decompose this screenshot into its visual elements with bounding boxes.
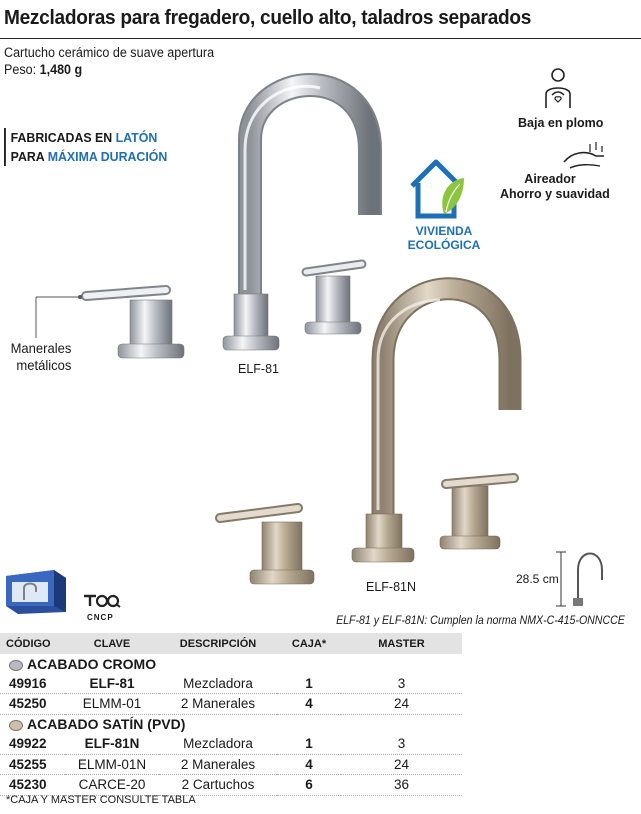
cell-descripcion: 2 Cartuchos (159, 775, 277, 796)
cell-descripcion: 2 Manerales (159, 754, 277, 775)
satin-swatch-icon (9, 720, 23, 731)
manerales-caption (10, 340, 71, 374)
chrome-swatch-icon (9, 660, 23, 671)
claim-text: PARA (10, 149, 48, 164)
cell-clave: ELF-81 (65, 674, 159, 694)
cell-caja: 1 (277, 734, 341, 754)
col-descripcion: DESCRIPCIÓN (159, 633, 277, 654)
table-row (0, 674, 462, 694)
claim-highlight: LATÓN (115, 130, 158, 145)
title-divider (0, 38, 641, 39)
eco-line-1: VIVIENDA (415, 224, 473, 238)
cell-caja: 4 (277, 754, 341, 775)
cell-caja: 6 (277, 775, 341, 796)
cell-master: 24 (341, 694, 462, 715)
person-icon (538, 66, 578, 110)
eco-label (404, 224, 484, 252)
elf81-caption: ELF-81 (238, 362, 279, 376)
subtitle: Cartucho cerámico de suave apertura (4, 45, 215, 60)
aireador-label (500, 172, 610, 202)
aireador-title: Aireador (524, 172, 576, 186)
cell-caja: 1 (277, 674, 341, 694)
section-title: ACABADO CROMO (27, 655, 157, 672)
table-header-row (0, 633, 462, 654)
elf81n-caption: ELF-81N (366, 580, 417, 594)
cell-master: 3 (341, 674, 462, 694)
page-title: Mezcladoras para fregadero, cuello alto, taladros separados (4, 6, 532, 29)
section-cromo (0, 654, 462, 674)
cell-master: 36 (341, 775, 462, 796)
col-master: MASTER (341, 633, 462, 654)
aireador-desc: Ahorro y suavidad (500, 187, 610, 201)
table-row (0, 694, 462, 715)
eco-house-icon (408, 156, 466, 222)
cell-codigo: 45255 (0, 754, 65, 775)
cell-descripcion: 2 Manerales (159, 694, 277, 715)
section-title: ACABADO SATÍN (PVD) (27, 716, 186, 733)
col-clave: CLAVE (65, 633, 159, 654)
cell-descripcion: Mezcladora (159, 674, 277, 694)
product-table (0, 633, 462, 796)
cell-codigo: 49916 (0, 674, 65, 694)
height-diagram (556, 552, 602, 606)
table-row (0, 734, 462, 754)
cell-clave: ELF-81N (65, 734, 159, 754)
section-row (0, 714, 462, 734)
claim-text: FABRICADAS EN (10, 130, 116, 145)
section-row (0, 654, 462, 674)
weight-label: Peso: (4, 62, 37, 77)
faucet-chrome (86, 85, 370, 358)
cell-clave: ELMM-01N (65, 754, 159, 775)
cell-master: 3 (341, 734, 462, 754)
cell-codigo: 45230 (0, 775, 65, 796)
cell-codigo: 49922 (0, 734, 65, 754)
cell-master: 24 (341, 754, 462, 775)
claim-highlight: MÁXIMA DURACIÓN (47, 149, 168, 164)
cell-codigo: 45250 (0, 694, 65, 715)
footnote: *CAJA Y MASTER CONSULTE TABLA (6, 794, 196, 806)
table-row (0, 775, 462, 796)
table-row (0, 754, 462, 775)
col-caja: CAJA* (277, 633, 341, 654)
eco-line-2: ECOLÓGICA (407, 238, 481, 252)
cell-caja: 4 (277, 694, 341, 715)
norma-note: ELF-81 y ELF-81N: Cumplen la norma NMX-C-415-ONNCCE (336, 615, 625, 627)
weight-value: 1,480 g (39, 62, 83, 77)
manerales-leader (36, 295, 82, 338)
section-satin (0, 714, 462, 734)
cncp-label: CNCP (87, 613, 114, 622)
cell-clave: CARCE-20 (65, 775, 159, 796)
baja-plomo-label: Baja en plomo (518, 116, 604, 130)
cell-clave: ELMM-01 (65, 694, 159, 715)
col-codigo: CÓDIGO (0, 633, 65, 654)
manerales-line-1: Manerales (10, 340, 71, 356)
height-caption: 28.5 cm (516, 572, 559, 586)
cell-descripcion: Mezcladora (159, 734, 277, 754)
manerales-line-2: metálicos (15, 357, 71, 373)
product-box-image (2, 566, 70, 616)
